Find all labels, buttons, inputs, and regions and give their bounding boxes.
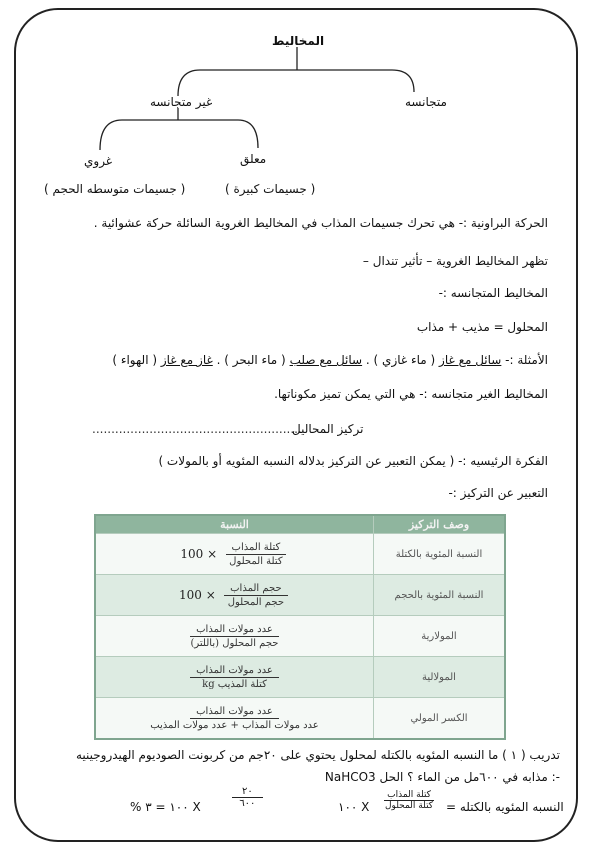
concentration-table bbox=[94, 514, 506, 740]
example-3-value: ( الهواء ) bbox=[112, 353, 158, 367]
calc-fraction bbox=[232, 786, 263, 809]
tree-colloid-desc: ( جسيمات متوسطه الحجم ) bbox=[44, 182, 186, 196]
times-hundred: ١٠٠ X bbox=[338, 800, 370, 814]
calc-numerator: ٢٠ bbox=[232, 786, 263, 798]
denominator: حجم المحلول (باللتر) bbox=[190, 637, 279, 649]
row-formula bbox=[95, 575, 374, 616]
row-formula bbox=[95, 657, 374, 698]
table-row bbox=[95, 575, 505, 616]
homogeneous-title: المخاليط المتجانسه :- bbox=[438, 286, 548, 300]
example-2-type: سائل مع صلب bbox=[289, 353, 363, 367]
row-formula bbox=[95, 616, 374, 657]
examples-label: الأمثلة :- bbox=[505, 353, 548, 367]
table-row bbox=[95, 698, 505, 740]
table-header-row bbox=[95, 515, 505, 534]
example-2-value: ( ماء البحر ) . bbox=[216, 353, 286, 367]
row-description: النسبة المئوية بالكتلة bbox=[374, 534, 506, 575]
numerator: كتلة المذاب bbox=[226, 542, 287, 555]
multiplier: 100 × bbox=[178, 588, 216, 602]
table-row bbox=[95, 657, 505, 698]
example-1-value: ( ماء غازي ) . bbox=[365, 353, 436, 367]
tree-suspension: معلق bbox=[240, 152, 267, 166]
example-3-type: غاز مع غاز bbox=[160, 353, 213, 367]
header-ratio: النسبة bbox=[95, 515, 374, 534]
solution-definition: المحلول = مذيب + مذاب bbox=[416, 320, 548, 334]
denominator: كتلة المذيب kg bbox=[202, 678, 267, 690]
tree-suspension-desc: ( جسيمات كبيرة ) bbox=[225, 182, 316, 196]
denominator: حجم المحلول bbox=[227, 596, 285, 608]
concentration-title: تركيز المحاليل bbox=[292, 422, 364, 436]
mass-fraction bbox=[382, 790, 436, 811]
tree-root: المخاليط bbox=[272, 34, 325, 48]
row-description: المولالية bbox=[374, 657, 506, 698]
tree-colloid: غروي bbox=[84, 154, 113, 168]
row-description: الكسر المولي bbox=[374, 698, 506, 740]
denominator: عدد مولات المذاب + عدد مولات المذيب bbox=[150, 719, 319, 731]
exercise-line-2: NaHCO3 مذابه في ٦٠٠مل من الماء ؟ الحل :- bbox=[324, 770, 560, 784]
table-row bbox=[95, 616, 505, 657]
brownian-motion-def: الحركة البراونية :- هي تحرك جسيمات المذاب في المخاليط الغروية السائلة حركة عشوائية . bbox=[93, 216, 548, 230]
numerator: عدد مولات المذاب bbox=[190, 624, 279, 637]
main-idea: الفكرة الرئيسيه :- ( يمكن التعبير عن التركيز بدلاله النسبه المئويه أو بالمولات ) bbox=[158, 454, 548, 468]
mass-fraction-numerator: كتلة المذاب bbox=[384, 790, 434, 801]
mass-percent-label: النسبه المئويه بالكتله = bbox=[446, 800, 564, 814]
multiplier: 100 × bbox=[180, 547, 218, 561]
numerator: عدد مولات المذاب bbox=[190, 665, 279, 678]
tree-homogeneous: متجانسه bbox=[405, 95, 447, 109]
tyndall-line: تظهر المخاليط الغروية – تأثير تندال – bbox=[362, 254, 548, 268]
row-formula bbox=[95, 534, 374, 575]
example-1-type: سائل مع غاز bbox=[439, 353, 502, 367]
examples-line bbox=[112, 353, 548, 367]
exercise-line-1: تدريب ( ١ ) ما النسبه المئويه بالكتله لمحلول يحتوي على ٢٠جم من كربونت الصوديوم الهيدروجينيه bbox=[75, 748, 560, 762]
tree-connectors bbox=[0, 0, 600, 200]
heterogeneous-definition: المخاليط الغير متجانسه :- هي التي يمكن تميز مكوناتها. bbox=[274, 387, 548, 401]
calc-result: X ١٠٠ = ٣ % bbox=[130, 800, 201, 814]
expressing-concentration: التعبير عن التركيز :- bbox=[448, 486, 548, 500]
denominator: كتلة المحلول bbox=[229, 555, 283, 567]
mass-fraction-denominator: كتلة المحلول bbox=[385, 801, 434, 811]
table-row bbox=[95, 534, 505, 575]
dotted-leader: ....................................................... bbox=[92, 422, 302, 436]
numerator: عدد مولات المذاب bbox=[190, 706, 279, 719]
row-description: المولارية bbox=[374, 616, 506, 657]
row-description: النسبة المئوية بالحجم bbox=[374, 575, 506, 616]
calc-denominator: ٦٠٠ bbox=[239, 798, 256, 809]
header-description: وصف التركيز bbox=[374, 515, 506, 534]
tree-heterogeneous: غير متجانسه bbox=[150, 95, 213, 109]
row-formula bbox=[95, 698, 374, 740]
table-body bbox=[95, 534, 505, 740]
numerator: حجم المذاب bbox=[224, 583, 288, 596]
